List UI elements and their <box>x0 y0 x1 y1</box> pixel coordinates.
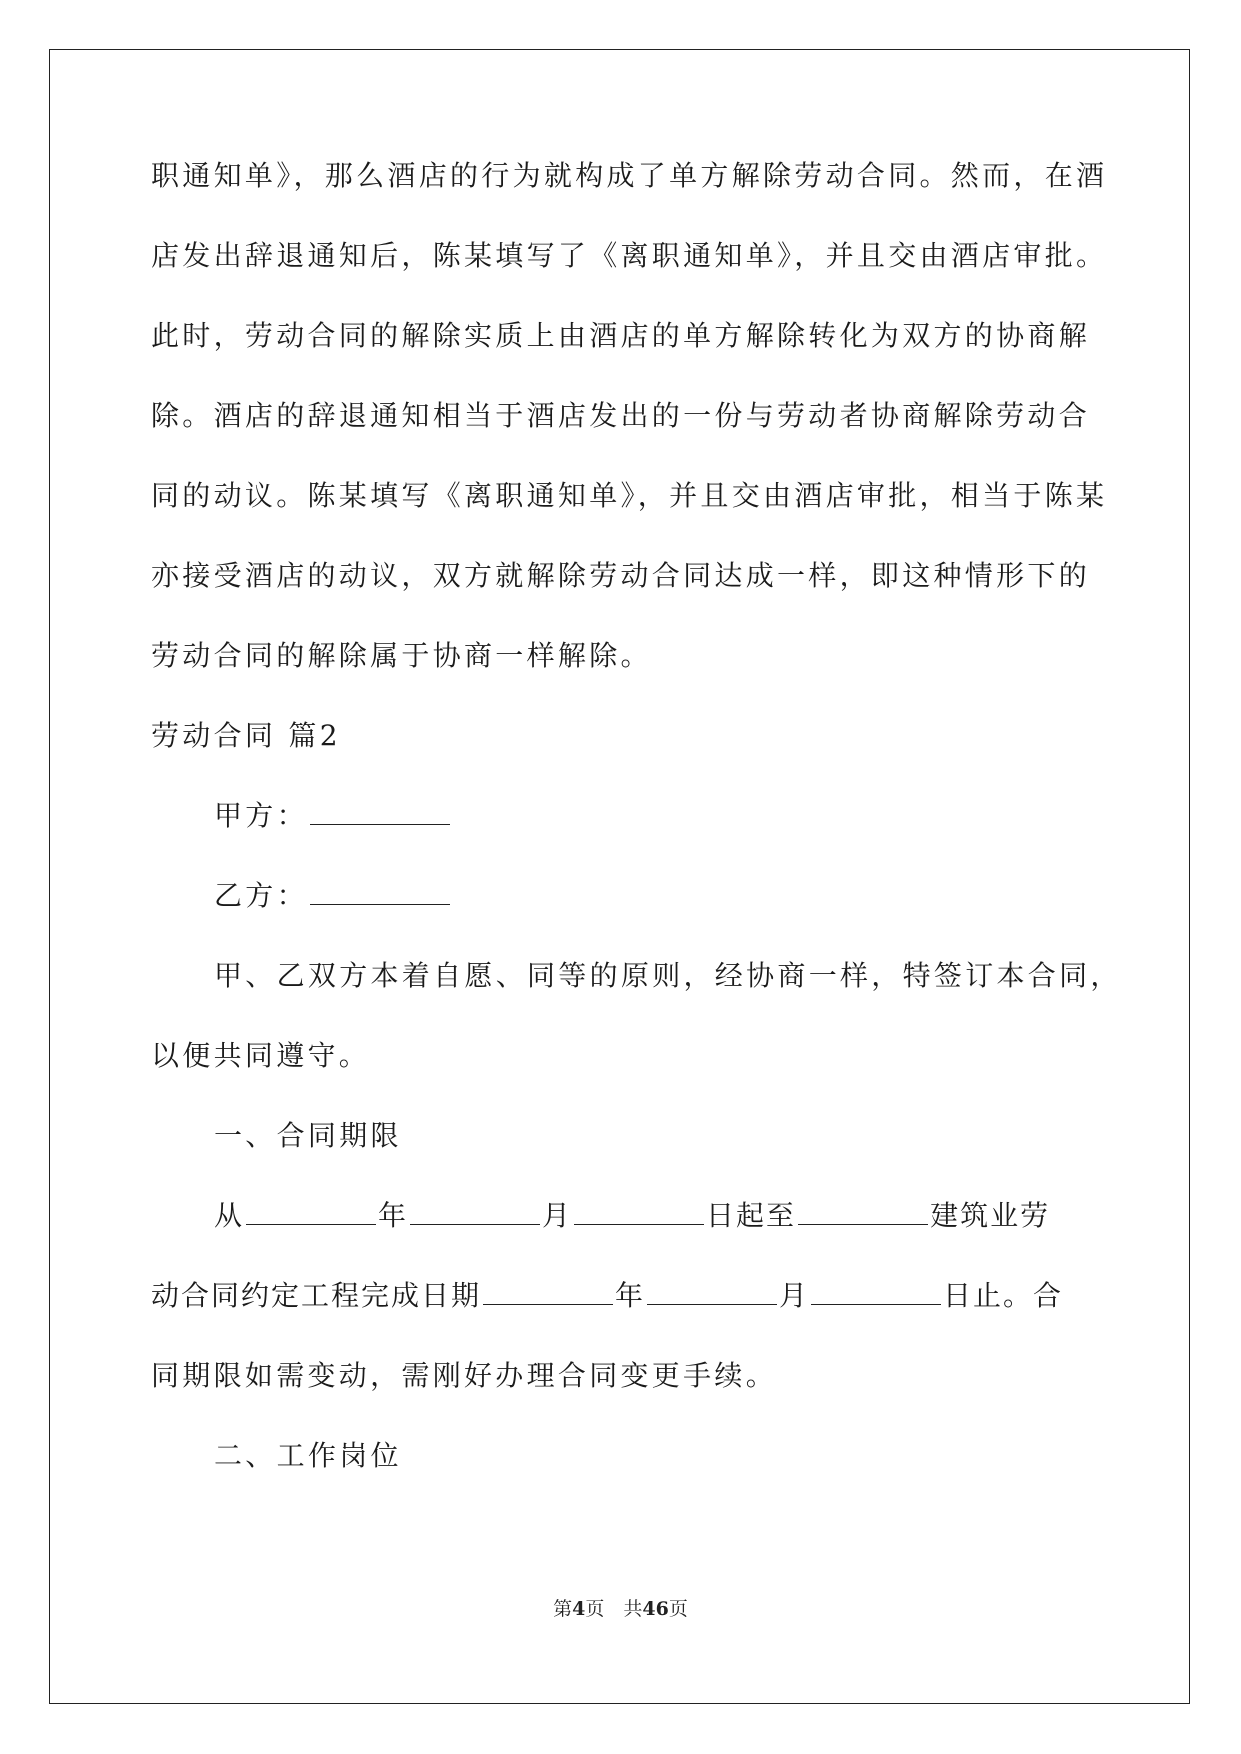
clause-line <box>151 1200 1091 1232</box>
footer-text: 页 <box>668 1598 688 1620</box>
year-blank <box>246 1202 376 1225</box>
clause-text: 建筑业劳 <box>930 1199 1051 1232</box>
clause-text: 从 <box>214 1199 245 1232</box>
paragraph-line: 除。酒店的辞退通知相当于酒店发出的一份与劳动者协商解除劳动合 <box>151 399 1091 432</box>
page-footer <box>0 1594 1241 1621</box>
intro-line: 以便共同遵守。 <box>151 1039 371 1072</box>
month-blank <box>647 1282 777 1305</box>
party-a-blank <box>310 802 450 825</box>
year-blank <box>483 1282 613 1305</box>
party-b-blank <box>310 882 450 905</box>
party-b-line <box>151 880 1091 912</box>
paragraph-line: 此时，劳动合同的解除实质上由酒店的单方解除转化为双方的协商解 <box>151 319 1091 352</box>
document-body <box>151 159 1122 1472</box>
clause-heading: 一、合同期限 <box>214 1119 402 1152</box>
month-blank <box>410 1202 540 1225</box>
clause-heading: 二、工作岗位 <box>214 1439 402 1472</box>
clause-text: 月 <box>779 1279 810 1312</box>
clause-text: 年 <box>615 1279 646 1312</box>
clause-line: 同期限如需变动，需刚好办理合同变更手续。 <box>151 1359 778 1392</box>
clause-text: 日止。合 <box>943 1279 1064 1312</box>
party-b-label: 乙方： <box>214 879 308 912</box>
clause-text: 日起至 <box>706 1199 797 1232</box>
day-blank <box>811 1282 941 1305</box>
paragraph-line: 劳动合同的解除属于协商一样解除。 <box>151 639 652 672</box>
intro-line: 甲、乙双方本着自愿、同等的原则，经协商一样，特签订本合同， <box>214 959 1122 992</box>
total-pages: 46 <box>642 1598 669 1620</box>
end-date-blank <box>798 1202 928 1225</box>
clause-text: 动合同约定工程完成日期 <box>151 1279 482 1312</box>
footer-text: 页 共 <box>585 1598 643 1620</box>
footer-text: 第 <box>553 1598 573 1620</box>
clause-text: 年 <box>378 1199 409 1232</box>
paragraph-line: 店发出辞退通知后，陈某填写了《离职通知单》，并且交由酒店审批。 <box>151 239 1108 272</box>
paragraph-line: 亦接受酒店的动议，双方就解除劳动合同达成一样，即这种情形下的 <box>151 559 1091 592</box>
party-a-line <box>151 800 1091 832</box>
day-blank <box>574 1202 704 1225</box>
party-a-label: 甲方： <box>214 799 308 832</box>
clause-line <box>151 1280 1091 1312</box>
page-number: 4 <box>572 1598 586 1620</box>
clause-text: 月 <box>542 1199 573 1232</box>
section-title: 劳动合同 篇2 <box>151 719 341 752</box>
paragraph-line: 同的动议。陈某填写《离职通知单》，并且交由酒店审批，相当于陈某 <box>151 479 1108 512</box>
paragraph-line: 职通知单》，那么酒店的行为就构成了单方解除劳动合同。然而，在酒 <box>151 159 1108 192</box>
